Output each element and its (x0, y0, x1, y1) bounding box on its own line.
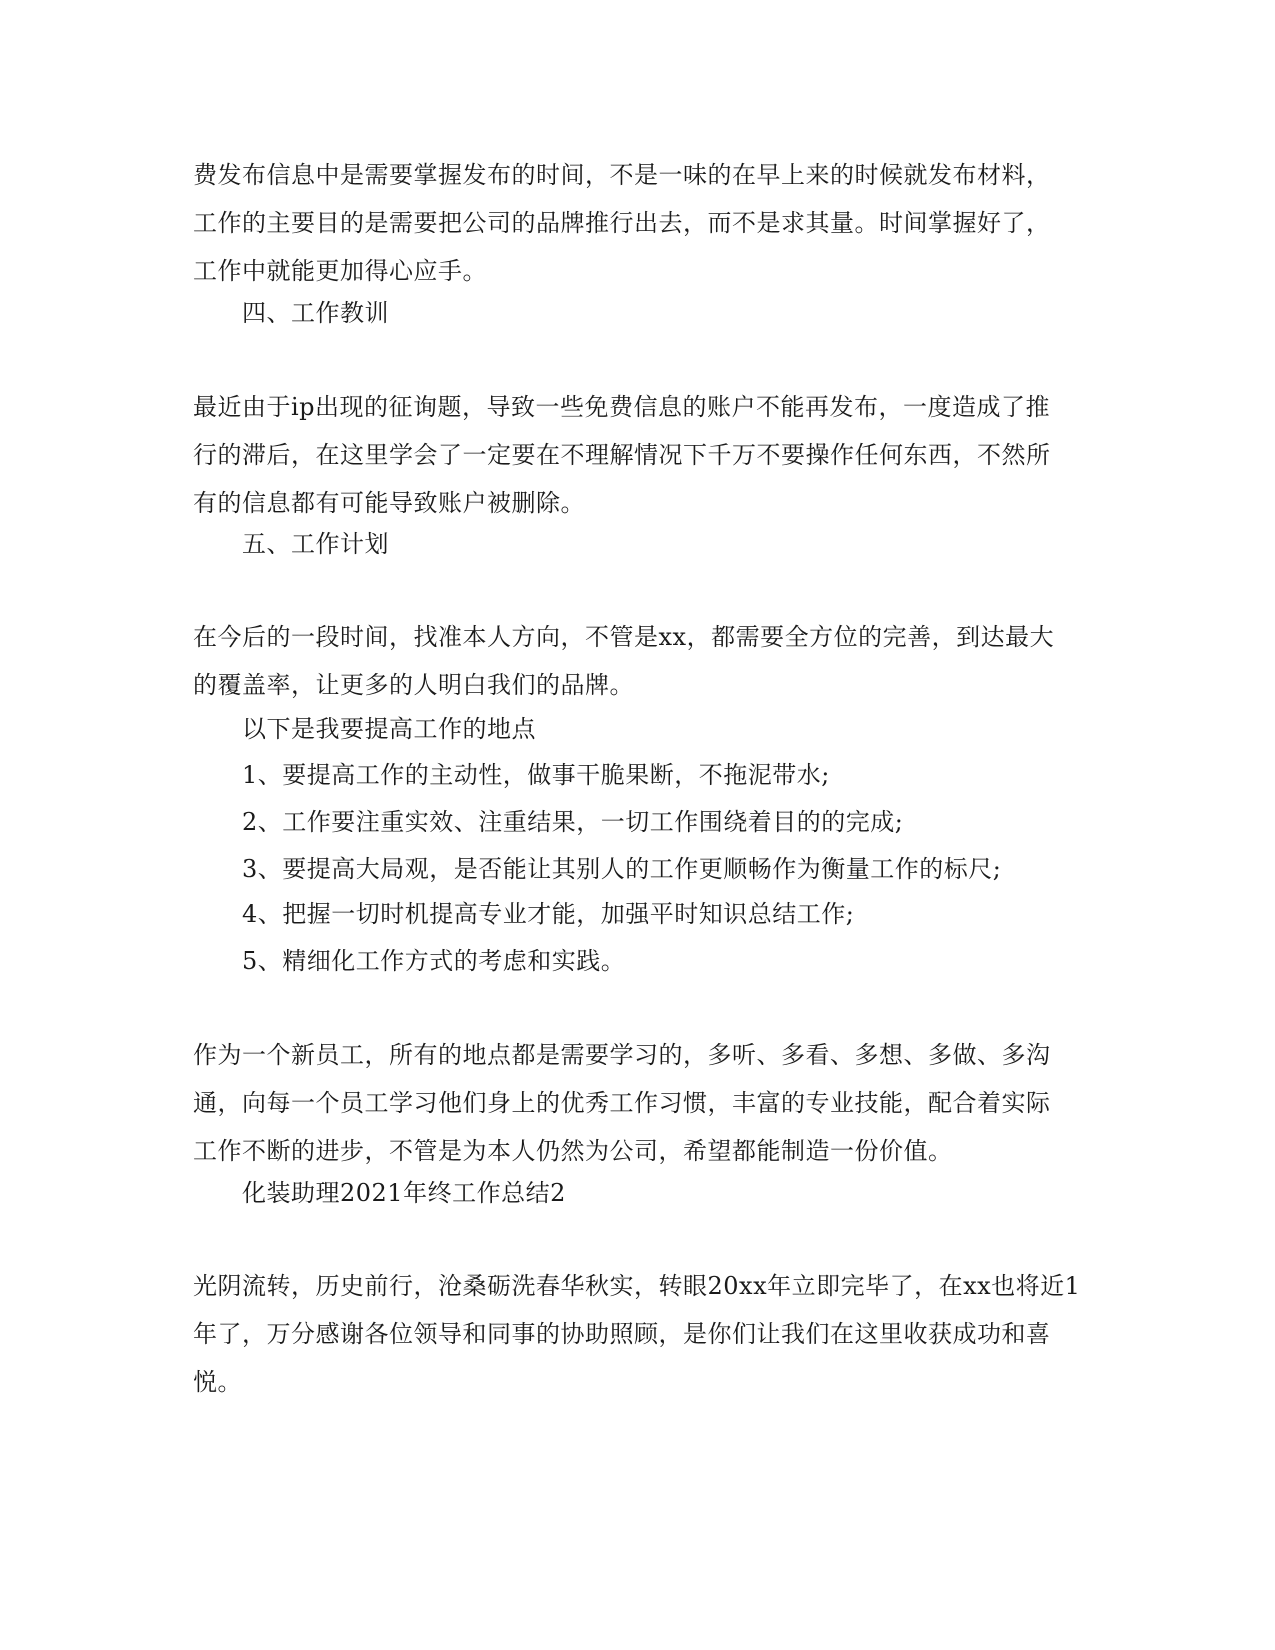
text-line: 作为一个新员工，所有的地点都是需要学习的，多听、多看、多想、多做、多沟 (193, 1041, 1051, 1069)
text-line: 有的信息都有可能导致账户被删除。 (193, 489, 585, 517)
paragraph-lessons (193, 383, 1083, 527)
text-line: 行的滞后，在这里学会了一定要在不理解情况下千万不要操作任何东西，不然所 (193, 441, 1051, 469)
list-item: 4、把握一切时机提高专业才能，加强平时知识总结工作; (242, 900, 855, 928)
list-item: 2、工作要注重实效、注重结果，一切工作围绕着目的的完成; (242, 808, 904, 836)
text-line: 费发布信息中是需要掌握发布的时间，不是一味的在早上来的时候就发布材料， (193, 161, 1051, 189)
heading-work-plan: 五、工作计划 (242, 530, 389, 558)
heading-work-lessons: 四、工作教训 (242, 299, 389, 327)
text-line: 工作中就能更加得心应手。 (193, 257, 487, 285)
text-line: 的覆盖率，让更多的人明白我们的品牌。 (193, 671, 634, 699)
text-line: 工作的主要目的是需要把公司的品牌推行出去，而不是求其量。时间掌握好了， (193, 209, 1051, 237)
list-intro: 以下是我要提高工作的地点 (242, 715, 536, 743)
section-title: 化装助理2021年终工作总结2 (242, 1179, 566, 1207)
text-line: 悦。 (193, 1368, 242, 1396)
paragraph-promotion-timing (193, 151, 1083, 295)
text-line: 最近由于ip出现的征询题，导致一些免费信息的账户不能再发布，一度造成了推 (193, 393, 1051, 421)
text-line: 光阴流转，历史前行，沧桑砺洗春华秋实，转眼20xx年立即完毕了，在xx也将近1 (193, 1272, 1081, 1300)
list-item: 5、精细化工作方式的考虑和实践。 (242, 947, 626, 975)
text-line: 年了，万分感谢各位领导和同事的协助照顾，是你们让我们在这里收获成功和喜 (193, 1320, 1051, 1348)
list-item: 3、要提高大局观，是否能让其别人的工作更顺畅作为衡量工作的标尺; (242, 855, 1002, 883)
paragraph-new-employee (193, 1031, 1083, 1175)
paragraph-plan (193, 613, 1083, 709)
text-line: 工作不断的进步，不管是为本人仍然为公司，希望都能制造一份价值。 (193, 1137, 953, 1165)
paragraph-year-review (193, 1262, 1083, 1406)
list-item: 1、要提高工作的主动性，做事干脆果断，不拖泥带水; (242, 761, 830, 789)
text-line: 通，向每一个员工学习他们身上的优秀工作习惯，丰富的专业技能，配合着实际 (193, 1089, 1051, 1117)
text-line: 在今后的一段时间，找准本人方向，不管是xx，都需要全方位的完善，到达最大 (193, 623, 1055, 651)
